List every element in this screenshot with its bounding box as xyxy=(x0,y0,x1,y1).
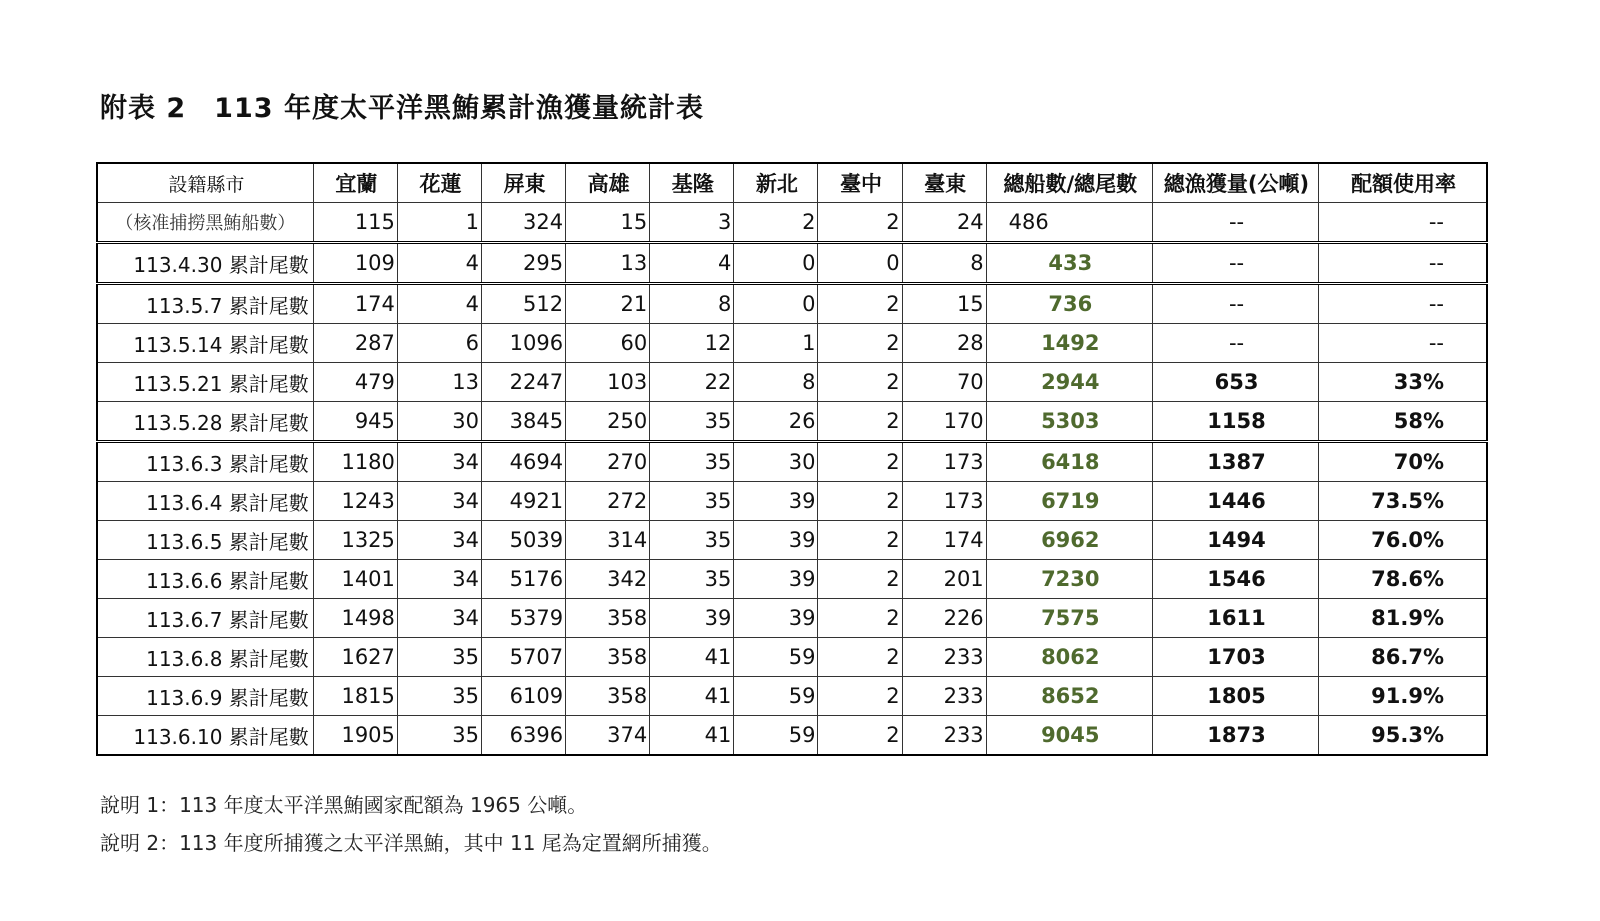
total-catch-cell: 1873 xyxy=(1152,716,1318,756)
total-vessels-cell: 486 xyxy=(986,203,1152,243)
count-cell: 174 xyxy=(313,284,397,324)
vessel-count-cell: 3 xyxy=(650,203,734,243)
count-cell: 39 xyxy=(734,482,818,521)
count-cell: 35 xyxy=(650,521,734,560)
count-cell: 270 xyxy=(566,442,650,482)
count-cell: 2 xyxy=(818,363,902,402)
count-cell: 1 xyxy=(734,324,818,363)
count-cell: 30 xyxy=(734,442,818,482)
count-cell: 2 xyxy=(818,284,902,324)
count-cell: 287 xyxy=(313,324,397,363)
col-header-yilan: 宜蘭 xyxy=(313,163,397,203)
count-cell: 173 xyxy=(902,442,986,482)
count-cell: 4921 xyxy=(482,482,566,521)
count-cell: 1243 xyxy=(313,482,397,521)
quota-rate-cell: 86.7% xyxy=(1319,638,1487,677)
count-cell: 1627 xyxy=(313,638,397,677)
count-cell: 342 xyxy=(566,560,650,599)
row-date-label: 113.6.10 累計尾數 xyxy=(97,716,313,756)
count-cell: 6396 xyxy=(482,716,566,756)
note-2: 說明 2：113 年度所捕獲之太平洋黑鮪，其中 11 尾為定置網所捕獲。 xyxy=(100,831,722,855)
quota-rate-cell: 58% xyxy=(1319,402,1487,442)
total-count-cell: 8062 xyxy=(986,638,1152,677)
count-cell: 226 xyxy=(902,599,986,638)
quota-rate-cell: -- xyxy=(1319,324,1487,363)
count-cell: 2 xyxy=(818,638,902,677)
col-header-taitung: 臺東 xyxy=(902,163,986,203)
count-cell: 30 xyxy=(397,402,481,442)
count-cell: 6109 xyxy=(482,677,566,716)
count-cell: 512 xyxy=(482,284,566,324)
total-count-cell: 1492 xyxy=(986,324,1152,363)
table-row xyxy=(97,402,1487,442)
table-row xyxy=(97,716,1487,756)
count-cell: 4 xyxy=(397,243,481,284)
total-catch-cell: 1387 xyxy=(1152,442,1318,482)
count-cell: 41 xyxy=(650,638,734,677)
count-cell: 5176 xyxy=(482,560,566,599)
count-cell: 945 xyxy=(313,402,397,442)
col-header-quota-rate: 配額使用率 xyxy=(1319,163,1487,203)
table-row xyxy=(97,442,1487,482)
col-header-kaohsiung: 高雄 xyxy=(566,163,650,203)
vessel-catch-cell: -- xyxy=(1152,203,1318,243)
count-cell: 26 xyxy=(734,402,818,442)
total-count-cell: 2944 xyxy=(986,363,1152,402)
row-date-label: 113.6.8 累計尾數 xyxy=(97,638,313,677)
count-cell: 1325 xyxy=(313,521,397,560)
count-cell: 39 xyxy=(734,599,818,638)
count-cell: 34 xyxy=(397,521,481,560)
count-cell: 28 xyxy=(902,324,986,363)
vessel-rate-cell: -- xyxy=(1319,203,1487,243)
total-count-cell: 9045 xyxy=(986,716,1152,756)
col-header-hualien: 花蓮 xyxy=(397,163,481,203)
count-cell: 35 xyxy=(397,638,481,677)
count-cell: 174 xyxy=(902,521,986,560)
count-cell: 2 xyxy=(818,599,902,638)
count-cell: 4 xyxy=(650,243,734,284)
quota-rate-cell: 33% xyxy=(1319,363,1487,402)
table-row xyxy=(97,560,1487,599)
row-date-label: 113.4.30 累計尾數 xyxy=(97,243,313,284)
total-count-cell: 6962 xyxy=(986,521,1152,560)
count-cell: 70 xyxy=(902,363,986,402)
count-cell: 35 xyxy=(397,677,481,716)
count-cell: 8 xyxy=(902,243,986,284)
col-header-pingtung: 屏東 xyxy=(482,163,566,203)
count-cell: 233 xyxy=(902,677,986,716)
count-cell: 272 xyxy=(566,482,650,521)
vessel-count-row xyxy=(97,203,1487,243)
count-cell: 250 xyxy=(566,402,650,442)
col-header-taichung: 臺中 xyxy=(818,163,902,203)
count-cell: 2 xyxy=(818,442,902,482)
count-cell: 173 xyxy=(902,482,986,521)
count-cell: 0 xyxy=(734,243,818,284)
quota-rate-cell: 76.0% xyxy=(1319,521,1487,560)
count-cell: 13 xyxy=(397,363,481,402)
count-cell: 35 xyxy=(650,402,734,442)
notes xyxy=(100,792,722,868)
row-date-label: 113.6.4 累計尾數 xyxy=(97,482,313,521)
total-catch-cell: -- xyxy=(1152,324,1318,363)
count-cell: 59 xyxy=(734,638,818,677)
count-cell: 0 xyxy=(734,284,818,324)
note-1: 說明 1：113 年度太平洋黑鮪國家配額為 1965 公噸。 xyxy=(100,793,588,817)
count-cell: 295 xyxy=(482,243,566,284)
count-cell: 5707 xyxy=(482,638,566,677)
count-cell: 35 xyxy=(650,560,734,599)
total-count-cell: 433 xyxy=(986,243,1152,284)
vessel-row-label: （核准捕撈黑鮪船數） xyxy=(97,203,313,243)
quota-rate-cell: -- xyxy=(1319,243,1487,284)
total-catch-cell: 1703 xyxy=(1152,638,1318,677)
table-row xyxy=(97,599,1487,638)
table-row xyxy=(97,324,1487,363)
vessel-count-cell: 1 xyxy=(397,203,481,243)
count-cell: 5379 xyxy=(482,599,566,638)
row-date-label: 113.5.21 累計尾數 xyxy=(97,363,313,402)
count-cell: 41 xyxy=(650,677,734,716)
row-date-label: 113.6.6 累計尾數 xyxy=(97,560,313,599)
count-cell: 35 xyxy=(650,442,734,482)
total-catch-cell: 1446 xyxy=(1152,482,1318,521)
col-header-total: 總船數/總尾數 xyxy=(986,163,1152,203)
col-header-keelung: 基隆 xyxy=(650,163,734,203)
table-row xyxy=(97,521,1487,560)
county-header-label: 設籍縣市 xyxy=(97,163,313,203)
count-cell: 233 xyxy=(902,716,986,756)
count-cell: 1401 xyxy=(313,560,397,599)
count-cell: 35 xyxy=(650,482,734,521)
total-count-cell: 6418 xyxy=(986,442,1152,482)
count-cell: 15 xyxy=(902,284,986,324)
count-cell: 34 xyxy=(397,560,481,599)
row-date-label: 113.5.14 累計尾數 xyxy=(97,324,313,363)
count-cell: 374 xyxy=(566,716,650,756)
count-cell: 4 xyxy=(397,284,481,324)
count-cell: 22 xyxy=(650,363,734,402)
quota-rate-cell: 70% xyxy=(1319,442,1487,482)
row-date-label: 113.6.5 累計尾數 xyxy=(97,521,313,560)
table-body xyxy=(97,243,1487,756)
total-catch-cell: -- xyxy=(1152,243,1318,284)
table-row xyxy=(97,638,1487,677)
count-cell: 109 xyxy=(313,243,397,284)
count-cell: 35 xyxy=(397,716,481,756)
total-catch-cell: 1546 xyxy=(1152,560,1318,599)
total-catch-cell: 1494 xyxy=(1152,521,1318,560)
vessel-count-cell: 324 xyxy=(482,203,566,243)
row-date-label: 113.6.7 累計尾數 xyxy=(97,599,313,638)
vessel-count-cell: 24 xyxy=(902,203,986,243)
count-cell: 41 xyxy=(650,716,734,756)
total-count-cell: 8652 xyxy=(986,677,1152,716)
count-cell: 103 xyxy=(566,363,650,402)
count-cell: 2 xyxy=(818,716,902,756)
count-cell: 479 xyxy=(313,363,397,402)
count-cell: 1815 xyxy=(313,677,397,716)
count-cell: 59 xyxy=(734,677,818,716)
count-cell: 358 xyxy=(566,638,650,677)
count-cell: 233 xyxy=(902,638,986,677)
count-cell: 1096 xyxy=(482,324,566,363)
page-title: 附表 2 113 年度太平洋黑鮪累計漁獲量統計表 xyxy=(100,93,704,124)
count-cell: 1905 xyxy=(313,716,397,756)
count-cell: 2 xyxy=(818,677,902,716)
total-catch-cell: -- xyxy=(1152,284,1318,324)
total-catch-cell: 1805 xyxy=(1152,677,1318,716)
count-cell: 8 xyxy=(734,363,818,402)
vessel-count-cell: 2 xyxy=(734,203,818,243)
table-row xyxy=(97,363,1487,402)
row-date-label: 113.6.3 累計尾數 xyxy=(97,442,313,482)
table-row xyxy=(97,677,1487,716)
table-row xyxy=(97,243,1487,284)
total-catch-cell: 653 xyxy=(1152,363,1318,402)
total-catch-cell: 1158 xyxy=(1152,402,1318,442)
quota-rate-cell: -- xyxy=(1319,284,1487,324)
count-cell: 2 xyxy=(818,560,902,599)
table-row xyxy=(97,482,1487,521)
header-row xyxy=(97,163,1487,203)
count-cell: 0 xyxy=(818,243,902,284)
count-cell: 170 xyxy=(902,402,986,442)
count-cell: 13 xyxy=(566,243,650,284)
count-cell: 39 xyxy=(734,560,818,599)
quota-rate-cell: 91.9% xyxy=(1319,677,1487,716)
catch-statistics-table xyxy=(96,162,1488,756)
count-cell: 1498 xyxy=(313,599,397,638)
count-cell: 2 xyxy=(818,482,902,521)
vessel-count-cell: 15 xyxy=(566,203,650,243)
count-cell: 8 xyxy=(650,284,734,324)
count-cell: 39 xyxy=(650,599,734,638)
total-count-cell: 6719 xyxy=(986,482,1152,521)
count-cell: 3845 xyxy=(482,402,566,442)
count-cell: 2 xyxy=(818,324,902,363)
vessel-count-cell: 2 xyxy=(818,203,902,243)
count-cell: 60 xyxy=(566,324,650,363)
total-count-cell: 7230 xyxy=(986,560,1152,599)
total-count-cell: 5303 xyxy=(986,402,1152,442)
quota-rate-cell: 78.6% xyxy=(1319,560,1487,599)
vessel-count-cell: 115 xyxy=(313,203,397,243)
total-catch-cell: 1611 xyxy=(1152,599,1318,638)
total-count-cell: 736 xyxy=(986,284,1152,324)
count-cell: 4694 xyxy=(482,442,566,482)
count-cell: 2247 xyxy=(482,363,566,402)
row-date-label: 113.5.7 累計尾數 xyxy=(97,284,313,324)
table-row xyxy=(97,284,1487,324)
count-cell: 5039 xyxy=(482,521,566,560)
row-date-label: 113.6.9 累計尾數 xyxy=(97,677,313,716)
count-cell: 201 xyxy=(902,560,986,599)
count-cell: 12 xyxy=(650,324,734,363)
quota-rate-cell: 81.9% xyxy=(1319,599,1487,638)
count-cell: 34 xyxy=(397,599,481,638)
col-header-new-taipei: 新北 xyxy=(734,163,818,203)
count-cell: 358 xyxy=(566,677,650,716)
count-cell: 1180 xyxy=(313,442,397,482)
count-cell: 358 xyxy=(566,599,650,638)
quota-rate-cell: 95.3% xyxy=(1319,716,1487,756)
count-cell: 2 xyxy=(818,521,902,560)
col-header-catch: 總漁獲量(公噸) xyxy=(1152,163,1318,203)
row-date-label: 113.5.28 累計尾數 xyxy=(97,402,313,442)
count-cell: 34 xyxy=(397,482,481,521)
quota-rate-cell: 73.5% xyxy=(1319,482,1487,521)
total-count-cell: 7575 xyxy=(986,599,1152,638)
count-cell: 21 xyxy=(566,284,650,324)
count-cell: 2 xyxy=(818,402,902,442)
count-cell: 314 xyxy=(566,521,650,560)
count-cell: 39 xyxy=(734,521,818,560)
count-cell: 59 xyxy=(734,716,818,756)
count-cell: 6 xyxy=(397,324,481,363)
count-cell: 34 xyxy=(397,442,481,482)
